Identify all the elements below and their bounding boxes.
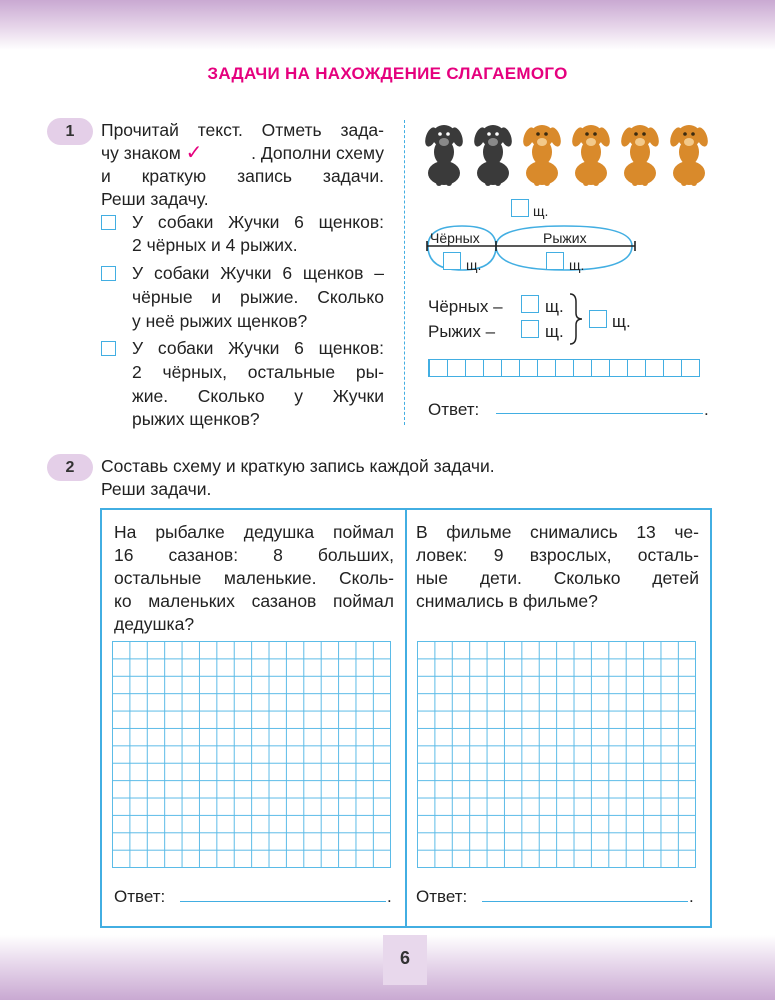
brace-icon <box>568 292 584 346</box>
puppies-illustration <box>424 118 714 190</box>
right-answer-label: Ответ: <box>416 887 468 906</box>
scheme-ginger-unit: щ. <box>569 257 585 273</box>
record-ginger-box[interactable] <box>521 320 539 338</box>
left-solution-grid[interactable] <box>112 641 391 868</box>
task-number-badge-2: 2 <box>47 454 93 481</box>
record-ginger-unit: щ. <box>545 322 564 341</box>
option3-line1: У собаки Жучки 6 щенков: <box>132 338 384 358</box>
task1-intro-line1: Прочитай текст. Отметь зада- <box>101 120 384 140</box>
left-problem-line2: 16 сазанов: 8 больших, <box>114 545 394 565</box>
puppy-ginger-4 <box>668 125 710 186</box>
scheme-total-unit: щ. <box>533 203 549 219</box>
task1-intro-line2a: чу знаком <box>101 143 181 163</box>
option1-line2: 2 чёрных и 4 рыжих. <box>132 235 298 255</box>
left-problem-line1: На рыбалке дедушка поймал <box>114 522 394 542</box>
task-number-badge-1: 1 <box>47 118 93 145</box>
scheme-ginger-box[interactable] <box>546 252 564 270</box>
option-checkbox-2[interactable] <box>101 266 116 281</box>
left-answer-dot: . <box>387 887 392 906</box>
task1-answer-line[interactable] <box>496 413 703 414</box>
option3-line4: рыжих щенков? <box>132 409 260 429</box>
option3-line3: жие. Сколько у Жучки <box>132 386 384 406</box>
left-problem-line4: ко маленьких сазанов поймал <box>114 591 394 611</box>
puppy-ginger-1 <box>521 125 563 186</box>
task1-intro-line2b: . Дополни схему <box>251 143 384 163</box>
task1-answer-label: Ответ: <box>428 400 480 419</box>
puppy-ginger-3 <box>619 125 661 186</box>
scheme-black-unit: щ. <box>466 257 482 273</box>
option1-line1: У собаки Жучки 6 щенков: <box>132 212 384 232</box>
scheme-ginger-label: Рыжих <box>543 230 587 246</box>
scheme-black-label: Чёрных <box>430 230 480 246</box>
page-title: ЗАДАЧИ НА НАХОЖДЕНИЕ СЛАГАЕМОГО <box>207 64 568 83</box>
task2-instruction-line2: Реши задачи. <box>101 479 212 499</box>
option-checkbox-3[interactable] <box>101 341 116 356</box>
task1-answer-dot: . <box>704 400 709 419</box>
record-black-label: Чёрных – <box>428 297 503 316</box>
right-problem-line4: снимались в фильме? <box>416 591 598 611</box>
check-mark-icon: ✓ <box>185 142 203 164</box>
task2-instruction-line1: Составь схему и краткую запись каждой задачи. <box>101 456 495 476</box>
right-answer-dot: . <box>689 887 694 906</box>
top-decor-band <box>0 0 775 50</box>
task2-divider <box>405 508 407 928</box>
task1-intro-line4: Реши задачу. <box>101 189 209 209</box>
puppy-ginger-2 <box>570 125 612 186</box>
puppy-black-2 <box>472 125 514 186</box>
left-problem-line5: дедушка? <box>114 614 195 634</box>
scheme-total-box[interactable] <box>511 199 529 217</box>
record-total-unit: щ. <box>612 312 631 331</box>
puppy-black-1 <box>424 125 465 186</box>
option-checkbox-1[interactable] <box>101 215 116 230</box>
task1-intro-line2 <box>101 142 384 166</box>
page-number: 6 <box>383 935 427 985</box>
record-black-box[interactable] <box>521 295 539 313</box>
option2-line3: у неё рыжих щенков? <box>132 311 308 331</box>
right-solution-grid[interactable] <box>417 641 696 868</box>
right-problem-line2: ловек: 9 взрослых, осталь- <box>416 545 699 565</box>
record-black-unit: щ. <box>545 297 564 316</box>
right-problem-line3: ные дети. Сколько детей <box>416 568 699 588</box>
task1-intro-line3: и краткую запись задачи. <box>101 166 384 186</box>
right-answer-line[interactable] <box>482 901 688 902</box>
task1-divider <box>404 120 405 425</box>
option3-line2: 2 чёрных, остальные ры- <box>132 362 384 382</box>
left-answer-label: Ответ: <box>114 887 166 906</box>
right-problem-line1: В фильме снимались 13 че- <box>416 522 699 542</box>
scheme-black-box[interactable] <box>443 252 461 270</box>
record-total-box[interactable] <box>589 310 607 328</box>
option2-line2: чёрные и рыжие. Сколько <box>132 287 384 307</box>
option2-line1: У собаки Жучки 6 щенков – <box>132 263 384 283</box>
left-problem-line3: остальные маленькие. Сколь- <box>114 568 394 588</box>
record-ginger-label: Рыжих – <box>428 322 496 341</box>
calculation-cells[interactable] <box>428 359 700 377</box>
left-answer-line[interactable] <box>180 901 386 902</box>
